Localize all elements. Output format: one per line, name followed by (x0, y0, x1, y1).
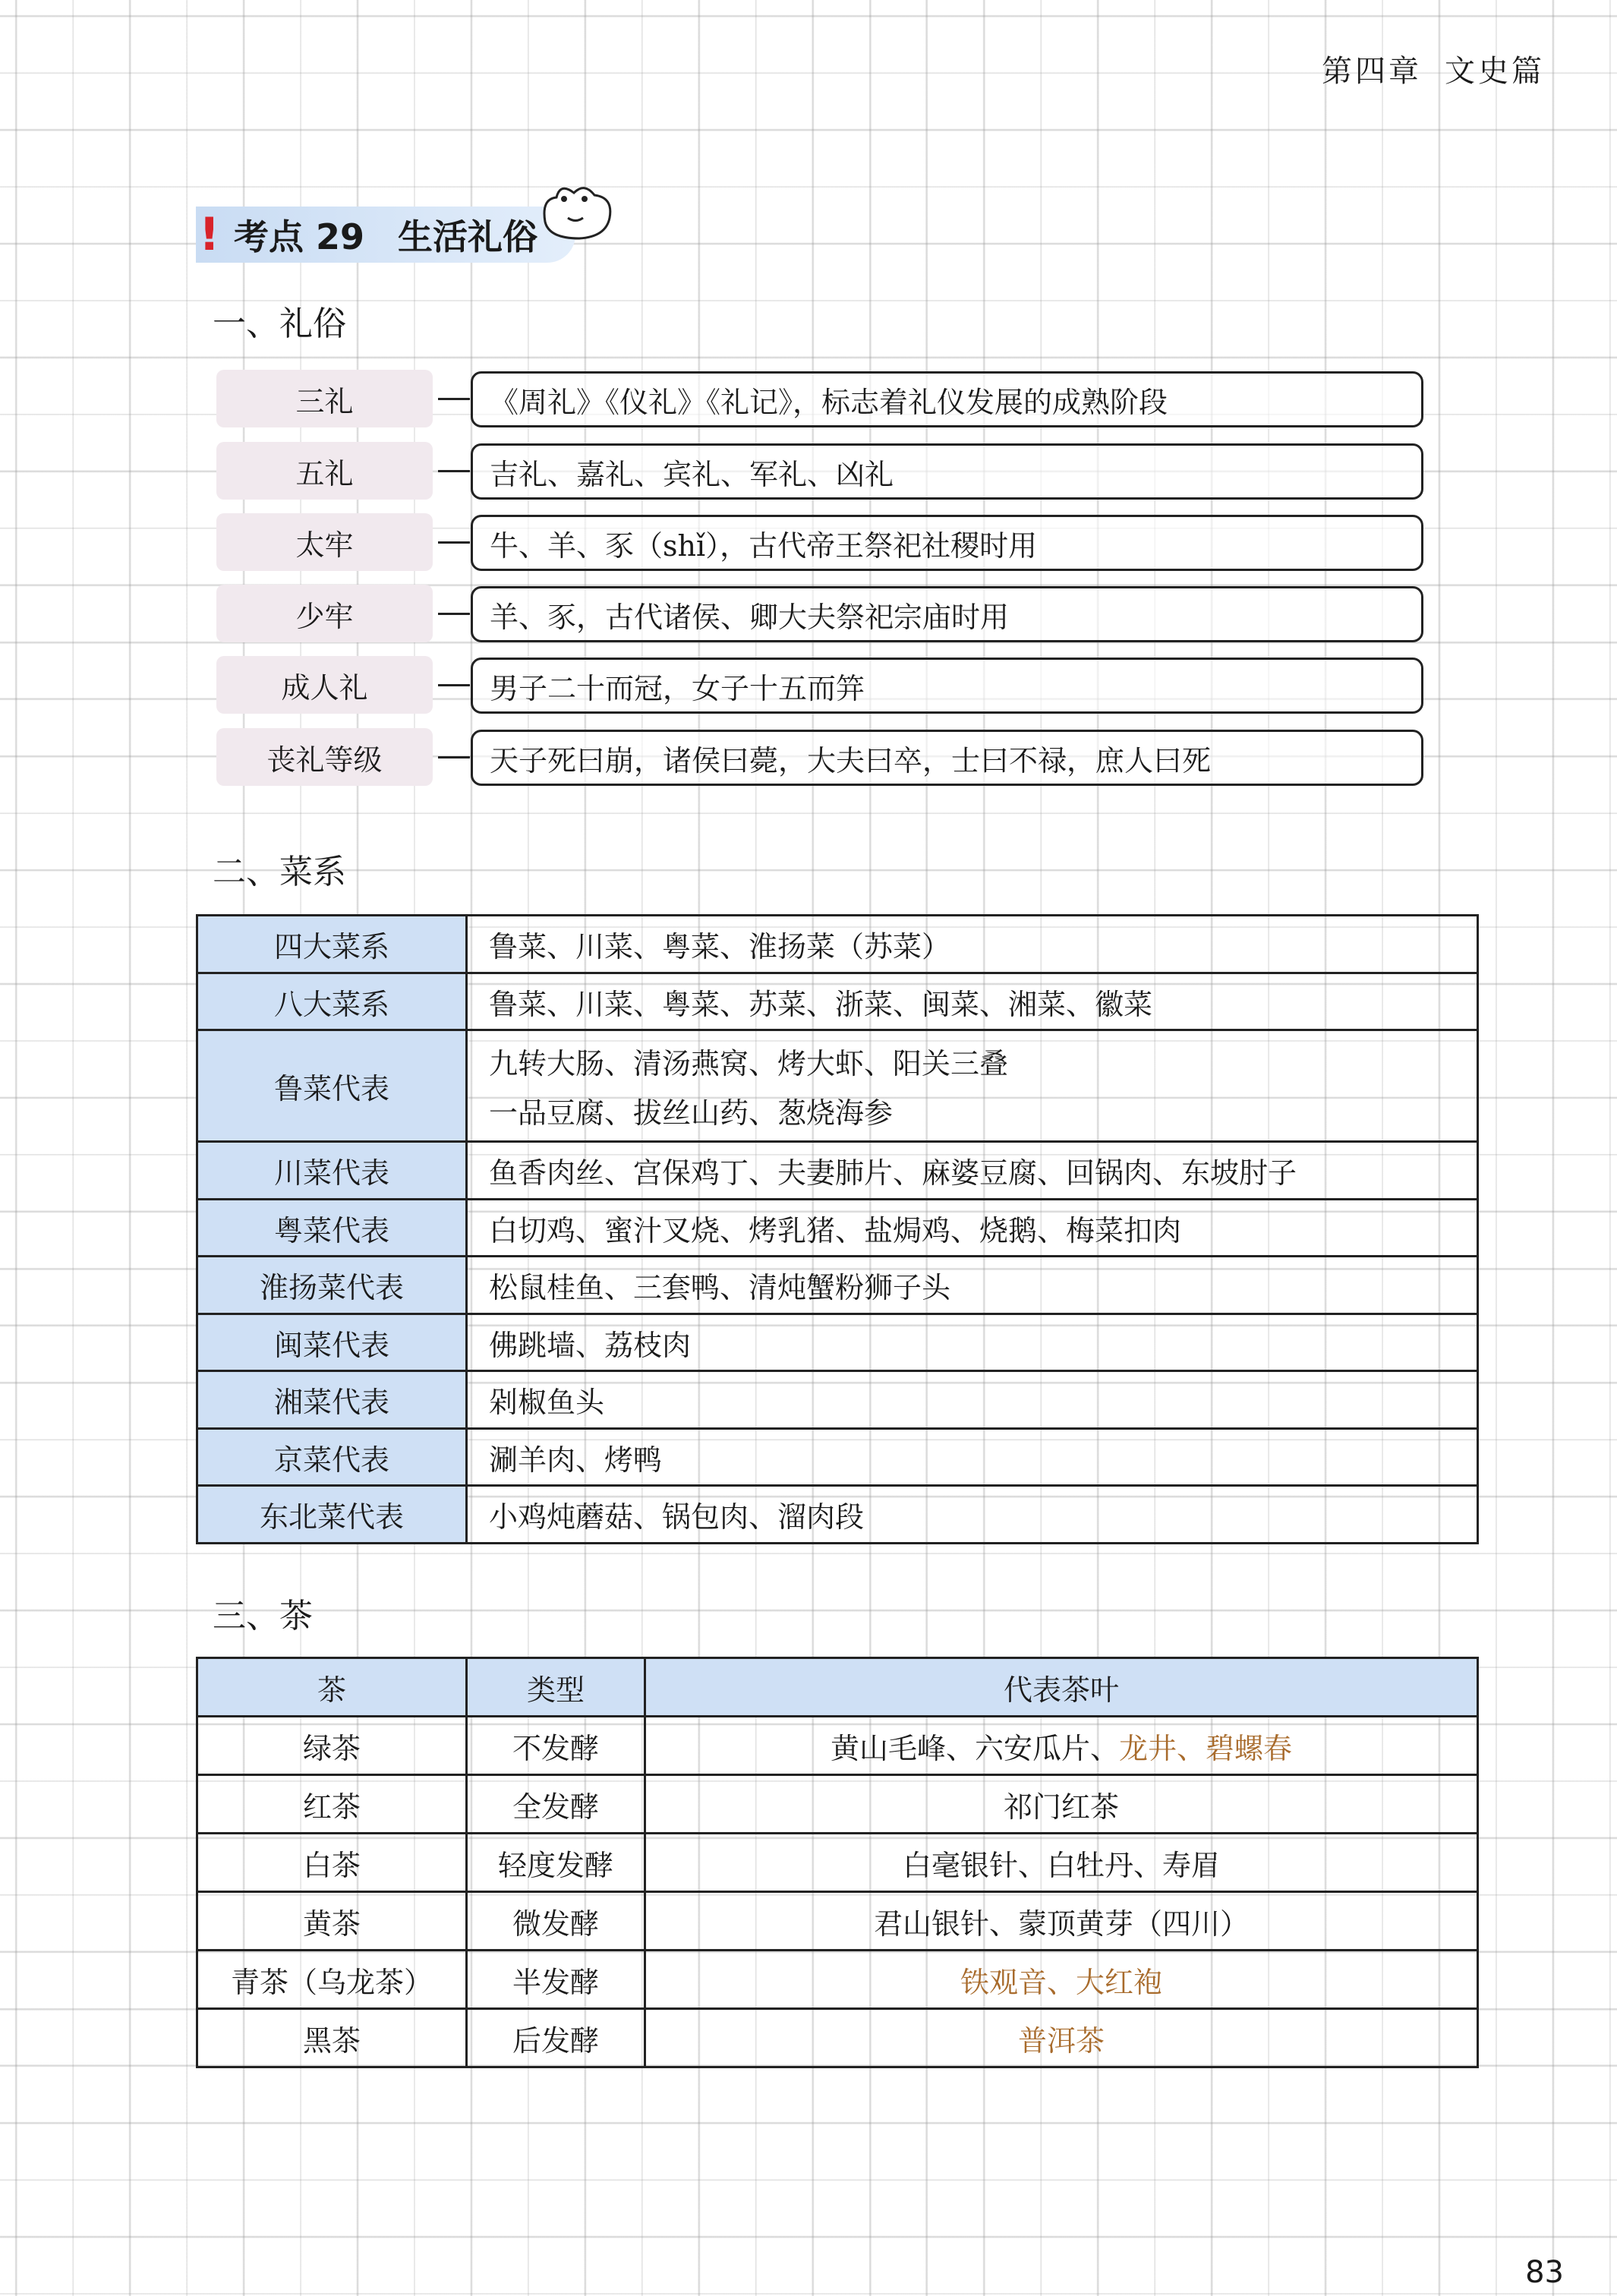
section-label: 文史篇 (1445, 54, 1545, 89)
cuisine-key: 闽菜代表 (197, 1314, 467, 1371)
cuisine-value: 白切鸡、蜜汁叉烧、烤乳猪、盐焗鸡、烧鹅、梅菜扣肉 (467, 1200, 1478, 1257)
column-header: 代表茶叶 (645, 1658, 1478, 1717)
table-row (197, 1892, 1478, 1951)
etiquette-row (216, 442, 1423, 500)
page-number: 83 (1525, 2255, 1564, 2290)
etiquette-text: 天子死曰崩，诸侯曰薨，大夫曰卒，士曰不禄，庶人曰死 (471, 730, 1423, 786)
table-row (197, 1314, 1478, 1371)
tea-type: 全发酵 (467, 1775, 645, 1834)
table-row (197, 1257, 1478, 1314)
etiquette-label: 三礼 (216, 370, 433, 427)
cuisine-value: 涮羊肉、烤鸭 (467, 1429, 1478, 1486)
cuisine-key: 粤菜代表 (197, 1200, 467, 1257)
cuisine-key: 鲁菜代表 (197, 1030, 467, 1142)
tea-name: 黑茶 (197, 2009, 467, 2067)
table-row (197, 916, 1478, 973)
connector (438, 470, 470, 472)
etiquette-label: 五礼 (216, 442, 433, 500)
tea-representatives (645, 1951, 1478, 2009)
cuisine-key: 川菜代表 (197, 1142, 467, 1200)
rep-highlight: 龙井、碧螺春 (1119, 1731, 1293, 1765)
etiquette-row (216, 656, 1423, 714)
topic-title: 生活礼俗 (398, 216, 538, 257)
tea-representatives (645, 1834, 1478, 1892)
rep-highlight: 普洱茶 (1017, 2023, 1105, 2058)
cuisine-key: 湘菜代表 (197, 1371, 467, 1429)
cuisine-value (467, 1030, 1478, 1142)
cuisine-key: 八大菜系 (197, 973, 467, 1030)
etiquette-label: 成人礼 (216, 656, 433, 714)
exclamation-icon: ! (199, 208, 220, 261)
tea-table (196, 1657, 1479, 2068)
topic-banner (196, 207, 575, 263)
connector (438, 684, 470, 686)
tea-name: 白茶 (197, 1834, 467, 1892)
table-row (197, 1371, 1478, 1429)
tea-type: 微发酵 (467, 1892, 645, 1951)
connector (438, 398, 470, 400)
cuisine-value: 鲁菜、川菜、粤菜、苏菜、浙菜、闽菜、湘菜、徽菜 (467, 973, 1478, 1030)
cuisine-value: 小鸡炖蘑菇、锅包肉、溜肉段 (467, 1486, 1478, 1544)
etiquette-text: 《周礼》《仪礼》《礼记》，标志着礼仪发展的成熟阶段 (471, 371, 1423, 427)
tea-type: 轻度发酵 (467, 1834, 645, 1892)
table-row (197, 1429, 1478, 1486)
tea-name: 青茶（乌龙茶） (197, 1951, 467, 2009)
table-row (197, 1486, 1478, 1544)
etiquette-label: 太牢 (216, 513, 433, 571)
tea-type: 不发酵 (467, 1717, 645, 1775)
connector (438, 756, 470, 758)
etiquette-row (216, 585, 1423, 642)
etiquette-text: 吉礼、嘉礼、宾礼、军礼、凶礼 (471, 443, 1423, 500)
tea-representatives (645, 2009, 1478, 2067)
etiquette-label: 少牢 (216, 585, 433, 642)
chapter-header (1322, 47, 1545, 90)
connector (438, 541, 470, 544)
table-row (197, 1717, 1478, 1775)
cuisine-value-line: 九转大肠、清汤燕窝、烤大虾、阳关三叠 (489, 1047, 1009, 1080)
table-header-row (197, 1658, 1478, 1717)
section-heading-etiquette: 一、礼俗 (213, 304, 346, 343)
tea-type: 半发酵 (467, 1951, 645, 2009)
tea-representatives (645, 1775, 1478, 1834)
chapter-label: 第四章 (1322, 54, 1422, 89)
etiquette-text: 男子二十而冠，女子十五而笄 (471, 658, 1423, 714)
table-row (197, 973, 1478, 1030)
etiquette-text: 牛、羊、豕（shǐ），古代帝王祭祀社稷时用 (471, 515, 1423, 571)
cuisine-table (196, 914, 1479, 1544)
cuisine-key: 东北菜代表 (197, 1486, 467, 1544)
topic-number: 考点 29 (234, 216, 365, 257)
table-row (197, 1951, 1478, 2009)
tea-representatives (645, 1717, 1478, 1775)
tea-name: 红茶 (197, 1775, 467, 1834)
tea-name: 绿茶 (197, 1717, 467, 1775)
table-row (197, 1200, 1478, 1257)
etiquette-row (216, 728, 1423, 786)
rep-highlight: 铁观音、大红袍 (960, 1965, 1162, 1999)
tea-type: 后发酵 (467, 2009, 645, 2067)
cuisine-value: 松鼠桂鱼、三套鸭、清炖蟹粉狮子头 (467, 1257, 1478, 1314)
connector (438, 613, 470, 615)
section-heading-tea: 三、茶 (213, 1597, 313, 1635)
cuisine-key: 四大菜系 (197, 916, 467, 973)
section-heading-cuisine: 二、菜系 (213, 853, 346, 891)
cuisine-value: 鲁菜、川菜、粤菜、淮扬菜（苏菜） (467, 916, 1478, 973)
cuisine-value: 佛跳墙、荔枝肉 (467, 1314, 1478, 1371)
etiquette-row (216, 370, 1423, 427)
cuisine-value: 剁椒鱼头 (467, 1371, 1478, 1429)
frog-icon (537, 176, 621, 244)
cuisine-value-line: 一品豆腐、拔丝山药、葱烧海参 (489, 1096, 894, 1130)
table-row (197, 1775, 1478, 1834)
column-header: 茶 (197, 1658, 467, 1717)
tea-representatives (645, 1892, 1478, 1951)
table-row (197, 2009, 1478, 2067)
rep-text: 祁门红茶 (1003, 1790, 1119, 1824)
table-row (197, 1030, 1478, 1142)
column-header: 类型 (467, 1658, 645, 1717)
rep-text: 白毫银针、白牡丹、寿眉 (902, 1848, 1220, 1882)
etiquette-row (216, 513, 1423, 571)
cuisine-value: 鱼香肉丝、宫保鸡丁、夫妻肺片、麻婆豆腐、回锅肉、东坡肘子 (467, 1142, 1478, 1200)
rep-text: 黄山毛峰、六安瓜片、 (830, 1731, 1119, 1765)
etiquette-text: 羊、豕，古代诸侯、卿大夫祭祀宗庙时用 (471, 586, 1423, 642)
rep-text: 君山银针、蒙顶黄芽（四川） (873, 1906, 1249, 1941)
cuisine-key: 京菜代表 (197, 1429, 467, 1486)
etiquette-label: 丧礼等级 (216, 728, 433, 786)
cuisine-key: 淮扬菜代表 (197, 1257, 467, 1314)
table-row (197, 1834, 1478, 1892)
table-row (197, 1142, 1478, 1200)
tea-name: 黄茶 (197, 1892, 467, 1951)
